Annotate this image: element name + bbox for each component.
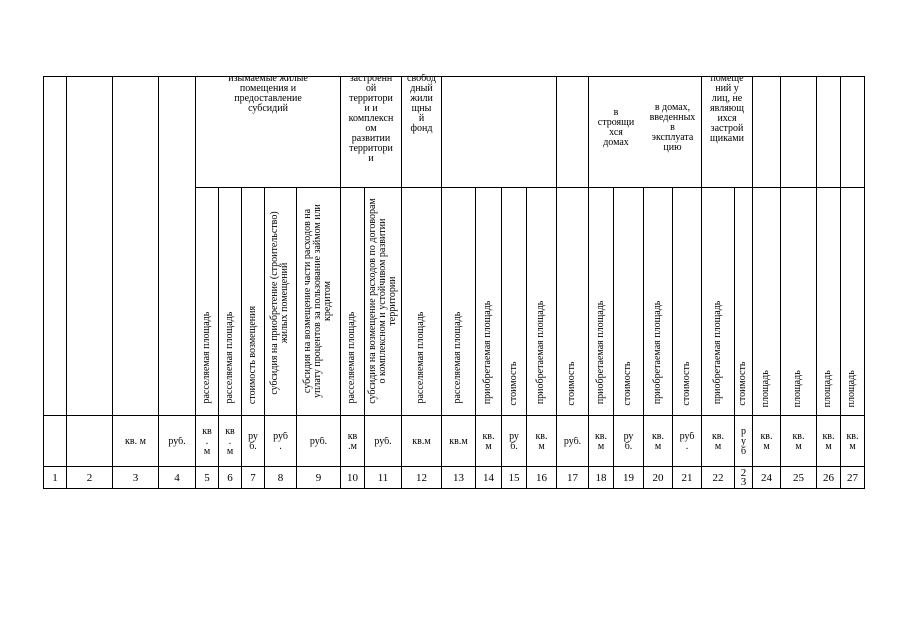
unit-cell: кв. м <box>651 432 665 452</box>
column-number: 2 <box>86 473 93 484</box>
column-subheader: стоимость <box>566 361 577 406</box>
column-subheader: субсидия на возмещение части расходов на уплату процентов за пользование займом или кредитом <box>302 204 333 398</box>
column-subheader: стоимость <box>622 361 633 406</box>
column-number: 7 <box>250 473 256 484</box>
table-gridline <box>66 76 67 489</box>
column-subheader: приобретаемая площадь <box>535 300 546 405</box>
table-gridline <box>112 76 113 489</box>
unit-cell: руб. <box>309 437 328 447</box>
column-number: 25 <box>793 473 804 484</box>
column-subheader: площадь <box>760 370 771 408</box>
column-subheader: расселяемая площадь <box>200 311 212 404</box>
unit-cell: руб . <box>273 432 288 452</box>
unit-cell: кв.м <box>449 437 468 447</box>
column-subheader: площадь <box>846 370 857 408</box>
column-subheader: приобретаемая площадь <box>594 300 606 405</box>
unit-cell: кв. м <box>535 432 548 452</box>
unit-cell: кв.м <box>412 437 431 447</box>
column-number: 11 <box>377 473 389 484</box>
group-header: помеще ний у лиц, не являющ ихся застрой щиками <box>710 74 744 144</box>
group-header: застроенн ой территори и и комплексн ом развитии территори и <box>348 74 394 164</box>
unit-cell: кв. м <box>760 432 773 452</box>
unit-cell: кв. м <box>846 432 859 452</box>
column-number: 16 <box>536 473 547 484</box>
table-gridline <box>441 76 442 489</box>
unit-cell: кв. м <box>482 432 495 452</box>
table-gridline <box>780 76 781 489</box>
column-subheader: площадь <box>822 370 833 408</box>
unit-cell: кв. м <box>711 432 725 452</box>
column-subheader: стоимость <box>737 361 748 406</box>
column-subheader: площадь <box>792 370 803 408</box>
column-subheader: субсидия на возмещение расходов по договорам о комплексном и устойчивом развитии территории <box>366 198 398 404</box>
unit-cell: кв. м <box>822 432 835 452</box>
column-subheader: расселяемая площадь <box>223 311 235 404</box>
unit-cell: кв. м <box>125 437 146 447</box>
unit-cell: кв .м <box>347 432 358 452</box>
table-gridline <box>158 76 159 489</box>
column-number: 2 3 <box>740 469 747 487</box>
table-gridline <box>840 76 841 489</box>
table-gridline <box>752 76 753 489</box>
group-header: изымаемые жилые помещения и предоставление субсидий <box>228 74 308 114</box>
table-gridline <box>556 76 557 489</box>
column-number: 8 <box>277 473 284 484</box>
column-number: 6 <box>227 473 233 484</box>
unit-cell: кв . м <box>202 427 212 457</box>
column-subheader: приобретаемая площадь <box>651 300 663 405</box>
unit-cell: ру б. <box>509 432 519 452</box>
column-number: 18 <box>595 473 607 484</box>
group-header: в строящи хся домах <box>597 108 635 148</box>
column-subheader: стоимость <box>507 361 519 406</box>
column-subheader: приобретаемая площадь <box>482 300 493 405</box>
unit-cell: руб. <box>374 437 392 447</box>
column-number: 1 <box>52 473 58 484</box>
column-number: 20 <box>652 473 664 484</box>
column-number: 19 <box>623 473 634 484</box>
column-subheader: расселяемая площадь <box>452 311 463 404</box>
column-number: 17 <box>567 473 578 484</box>
column-number: 22 <box>712 473 724 484</box>
unit-cell: руб. <box>563 437 582 447</box>
table-gridline <box>43 76 44 489</box>
column-subheader: стоимость возмещения <box>246 305 258 405</box>
unit-cell: кв. м <box>792 432 805 452</box>
table-gridline <box>816 76 817 489</box>
column-number: 21 <box>681 473 693 484</box>
column-number: 9 <box>315 473 322 484</box>
unit-cell: ру б. <box>623 432 634 452</box>
column-subheader: стоимость <box>680 361 692 406</box>
group-header: в домах, введенных в эксплуата цию <box>649 103 696 153</box>
table-gridline <box>864 76 865 489</box>
column-number: 4 <box>174 473 180 484</box>
column-number: 12 <box>416 473 427 484</box>
unit-cell: руб. <box>168 437 186 447</box>
column-subheader: расселяемая площадь <box>415 311 426 404</box>
group-header: свобод дный жили щны й фонд <box>407 74 436 134</box>
column-subheader: расселяемая площадь <box>346 311 357 404</box>
column-number: 10 <box>347 473 358 484</box>
column-number: 14 <box>483 473 494 484</box>
column-number: 5 <box>204 473 210 484</box>
column-number: 27 <box>847 473 858 484</box>
column-subheader: субсидия на приобретение (строительство) жилых помещений <box>269 211 290 395</box>
unit-cell: руб . <box>679 432 695 452</box>
unit-cell: р у б <box>740 427 747 457</box>
unit-cell: кв. м <box>594 432 608 452</box>
column-number: 15 <box>508 473 520 484</box>
column-number: 24 <box>761 473 772 484</box>
column-number: 13 <box>453 473 464 484</box>
unit-cell: ру б. <box>248 432 258 452</box>
column-subheader: приобретаемая площадь <box>711 300 723 405</box>
column-number: 3 <box>132 473 139 484</box>
unit-cell: кв . м <box>225 427 235 457</box>
column-number: 26 <box>823 473 834 484</box>
